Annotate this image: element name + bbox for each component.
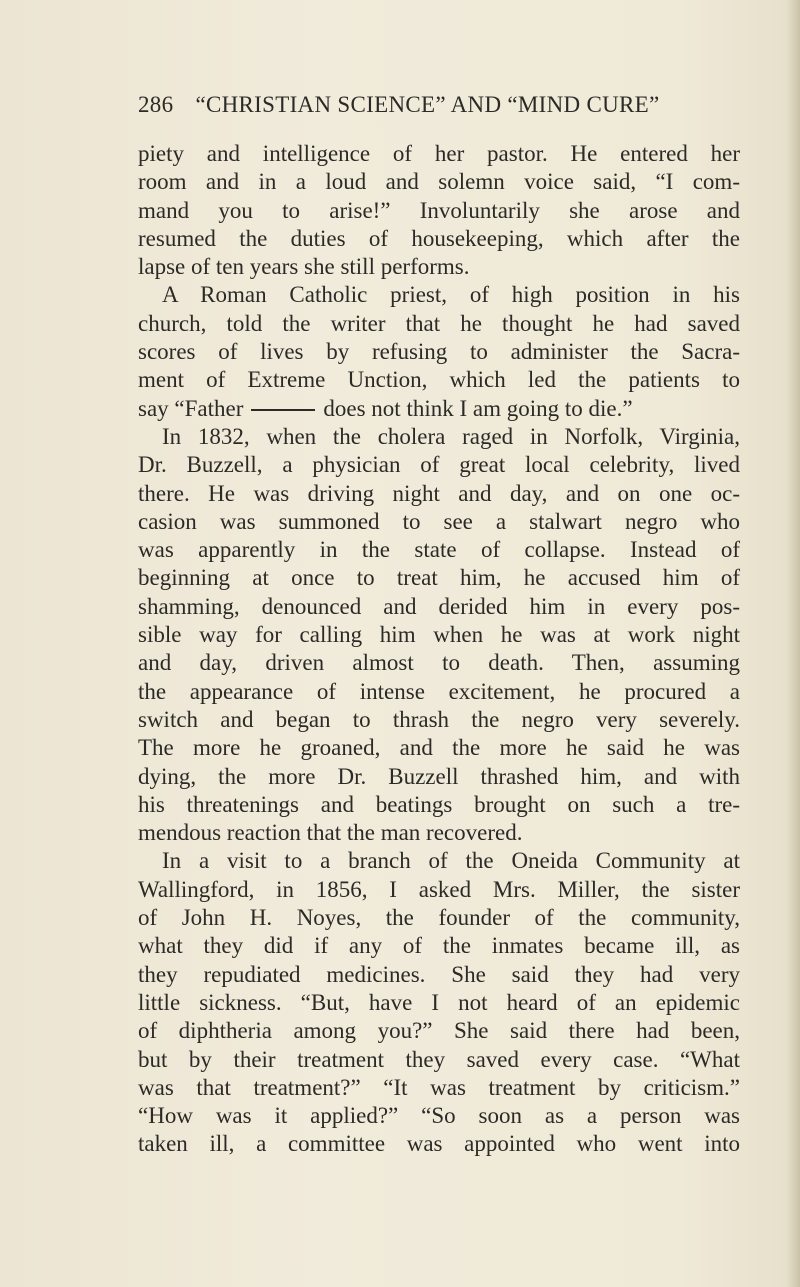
text-line: resumed the duties of housekeeping, which after the — [138, 225, 740, 251]
text-line: was that treatment?” “It was treatment by criticism.” — [138, 1074, 740, 1100]
text-line: casion was summoned to see a stalwart negro who — [138, 508, 740, 534]
dash-line-after: does not think I am going to die.” — [323, 395, 633, 421]
text-line: there. He was driving night and day, and on one oc- — [138, 480, 740, 506]
dash-line-before: say “Father — [138, 395, 244, 421]
text-line: Wallingford, in 1856, I asked Mrs. Miller, the sister — [138, 876, 740, 902]
text-line: A Roman Catholic priest, of high position in his — [162, 282, 740, 308]
text-line: shamming, denounced and derided him in every pos- — [138, 593, 740, 619]
text-line: but by their treatment they saved every case. “What — [138, 1046, 740, 1072]
body-text — [138, 140, 740, 1159]
text-line: switch and began to thrash the negro very severely. — [138, 706, 740, 732]
text-line: of John H. Noyes, the founder of the community, — [138, 905, 740, 931]
running-title: “CHRISTIAN SCIENCE” AND “MIND CURE” — [195, 92, 660, 117]
text-line: church, told the writer that he thought he had saved — [138, 310, 740, 336]
text-line: sible way for calling him when he was at work night — [138, 622, 740, 648]
text-line: lapse of ten years she still performs. — [138, 254, 470, 280]
page-number: 286 — [138, 92, 174, 117]
text-line: and day, driven almost to death. Then, assuming — [138, 650, 740, 676]
text-line: scores of lives by refusing to administer the Sacra- — [138, 339, 740, 365]
text-line: mendous reaction that the man recovered. — [138, 820, 523, 846]
text-line: In 1832, when the cholera raged in Norfolk, Virginia, — [162, 423, 740, 449]
text-line: the appearance of intense excitement, he procured a — [138, 678, 740, 704]
text-line: taken ill, a committee was appointed who went into — [138, 1131, 740, 1157]
em-dash-rule — [251, 409, 315, 411]
text-line: of diphtheria among you?” She said there had been, — [138, 1018, 740, 1044]
text-line: ment of Extreme Unction, which led the patients to — [138, 367, 740, 393]
text-line: mand you to arise!” Involuntarily she arose and — [138, 197, 740, 223]
text-line: what they did if any of the inmates became ill, as — [138, 933, 740, 959]
text-line: dying, the more Dr. Buzzell thrashed him, and with — [138, 763, 740, 789]
text-line: his threatenings and beatings brought on such a tre- — [138, 791, 740, 817]
text-line: little sickness. “But, have I not heard of an epidemic — [138, 989, 740, 1015]
page-edge-shadow — [786, 0, 800, 1287]
text-line: piety and intelligence of her pastor. He entered her — [138, 141, 740, 166]
text-line: “How was it applied?” “So soon as a person was — [138, 1103, 740, 1129]
text-line: was apparently in the state of collapse. Instead of — [138, 537, 740, 563]
text-line: In a visit to a branch of the Oneida Community at — [162, 848, 740, 874]
running-header — [138, 92, 738, 118]
text-line: beginning at once to treat him, he accused him of — [138, 565, 740, 591]
text-line-with-dash — [138, 395, 740, 423]
text-line: The more he groaned, and the more he said he was — [138, 735, 740, 761]
text-line: Dr. Buzzell, a physician of great local celebrity, lived — [138, 452, 740, 478]
text-line: room and in a loud and solemn voice said, “I com- — [138, 169, 740, 195]
text-line: they repudiated medicines. She said they had very — [138, 961, 740, 987]
